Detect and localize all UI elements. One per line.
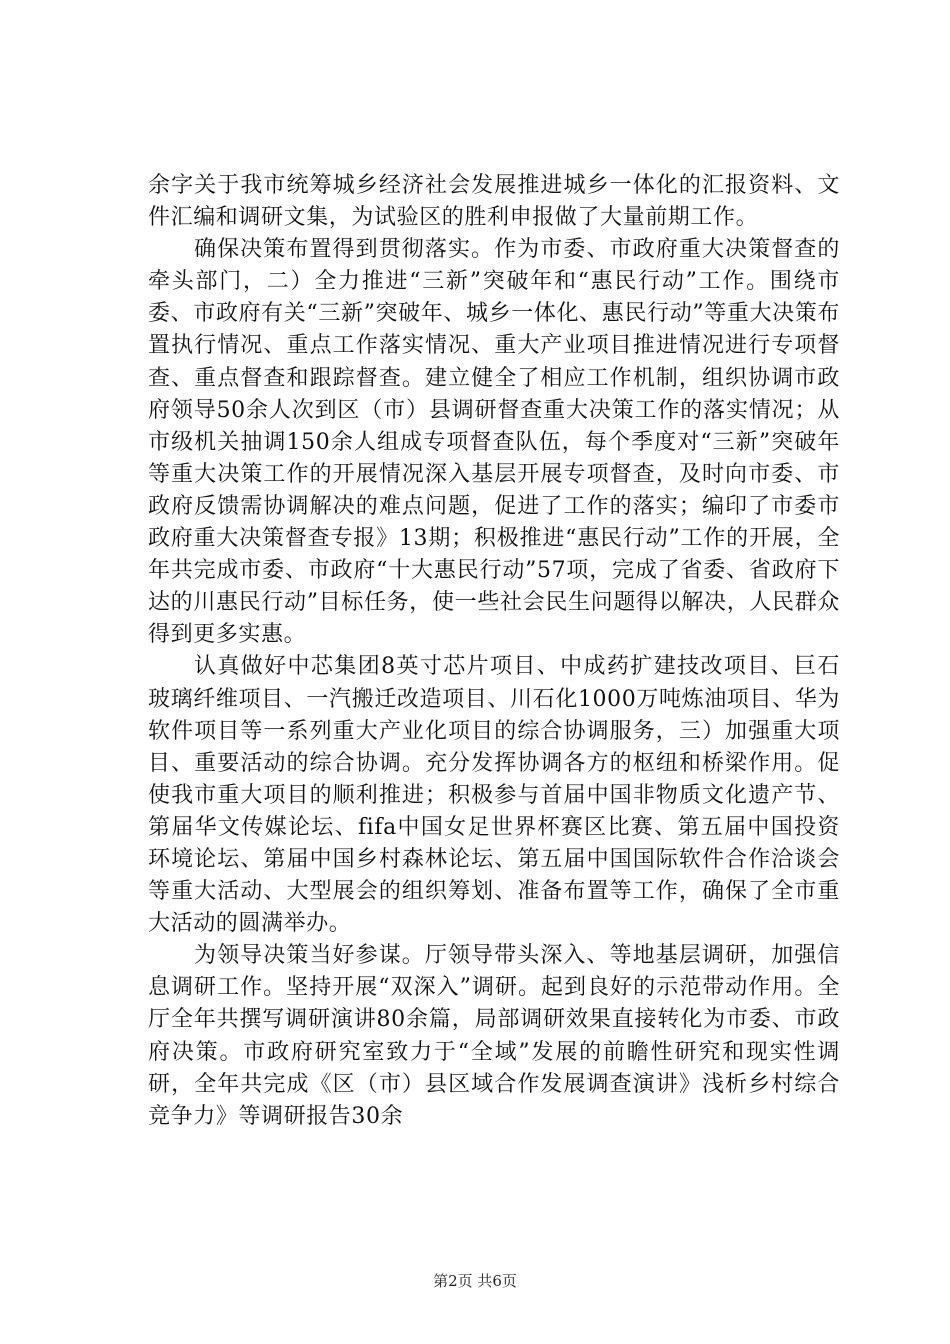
page-footer: [0, 1271, 950, 1291]
paragraph-1: 余字关于我市统筹城乡经济社会发展推进城乡一体化的汇报资料、文件汇编和调研文集，为试验区的胜利申报做了大量前期工作。: [148, 173, 840, 231]
document-body: [148, 170, 840, 1133]
page-number-label: 第2页 共6页: [433, 1272, 517, 1290]
paragraph-3: 认真做好中芯集团8英寸芯片项目、中成药扩建技改项目、巨石玻璃纤维项目、一汽搬迁改造项目、川石化1000万吨炼油项目、华为软件项目等一系列重大产业化项目的综合协调服务，三）加强重大项目、重要活动的综合协调。充分发挥协调各方的枢纽和桥梁作用。促使我市重大项目的顺利推进；积极参与首届中国非物质文化遗产节、第届华文传媒论坛、fifa中国女足世界杯赛区比赛、第五届中国投资环境论坛、第届中国乡村森林论坛、第五届中国国际软件合作洽谈会等重大活动、大型展会的组织筹划、准备布置等工作，确保了全市重大活动的圆满举办。: [148, 654, 840, 937]
paragraph-2: 确保决策布置得到贯彻落实。作为市委、市政府重大决策督查的牵头部门，二）全力推进“三新”突破年和“惠民行动”工作。围绕市委、市政府有关“三新”突破年、城乡一体化、惠民行动”等重大决策布置执行情况、重点工作落实情况、重大产业项目推进情况进行专项督查、重点督查和跟踪督查。建立健全了相应工作机制，组织协调市政府领导50余人次到区（市）县调研督查重大决策工作的落实情况；从市级机关抽调150余人组成专项督查队伍，每个季度对“三新”突破年等重大决策工作的开展情况深入基层开展专项督查，及时向市委、市政府反馈需协调解决的难点问题，促进了工作的落实；编印了市委市政府重大决策督查专报》13期；积极推进“惠民行动”工作的开展，全年共完成市委、市政府“十大惠民行动”57项，完成了省委、省政府下达的川惠民行动”目标任务，使一些社会民生问题得以解决，人民群众得到更多实惠。: [148, 237, 840, 648]
paragraph-4: 为领导决策当好参谋。厅领导带头深入、等地基层调研，加强信息调研工作。坚持开展“双深入”调研。起到良好的示范带动作用。全厅全年共撰写调研演讲80余篇，局部调研效果直接转化为市委、市政府决策。市政府研究室致力于“全域”发展的前瞻性研究和现实性调研，全年共完成《区（市）县区域合作发展调查演讲》浅析乡村综合竞争力》等调研报告30余: [148, 943, 840, 1129]
